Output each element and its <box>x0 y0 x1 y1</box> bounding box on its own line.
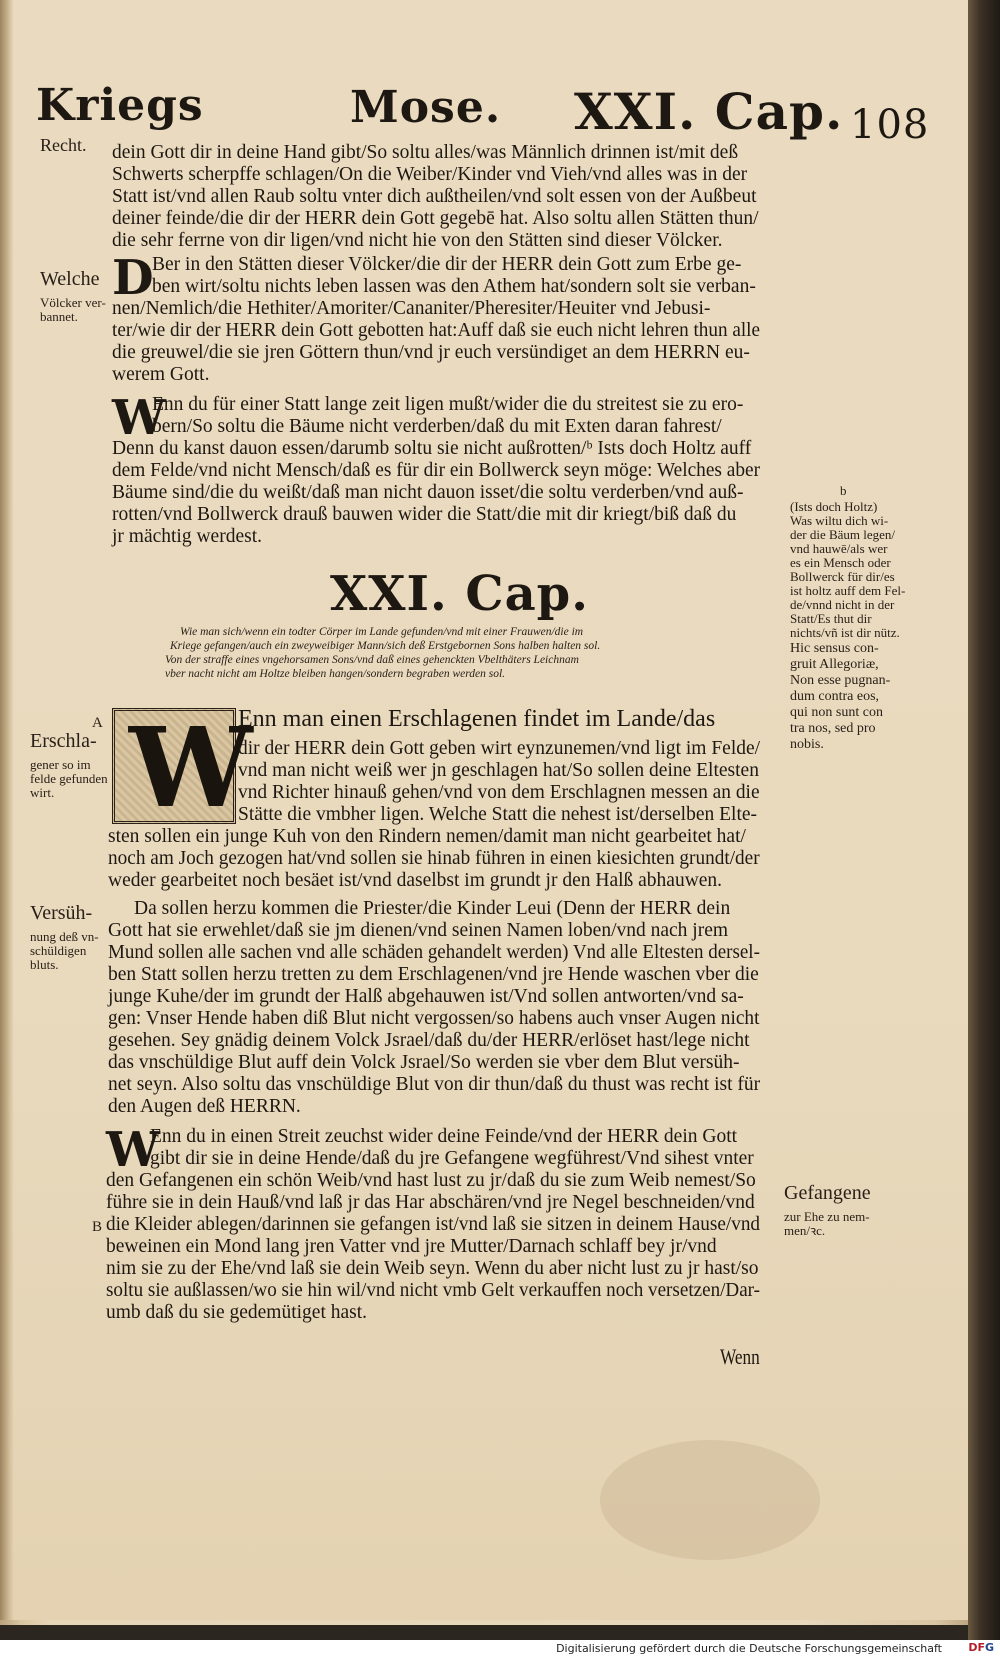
margin-note-text: nichts/vñ ist dir nütz. <box>790 625 900 640</box>
chapter-heading: XXI. Cap. <box>330 566 589 622</box>
text-line: bern/So soltu die Bäume nicht verderben/daß du mit Exten daran fahrest/ <box>152 416 722 437</box>
running-head-chapter: XXI. Cap. <box>574 82 844 141</box>
text-line: gen: Vnser Hende haben diß Blut nicht vergossen/so habens auch vnser Augen nicht <box>108 1008 760 1029</box>
chapter-summary-line: Wie man sich/wenn ein todter Cörper im Lande gefunden/vnd mit einer Frauwen/die im <box>180 626 584 638</box>
text-line: umb daß du sie gedemütiget hast. <box>106 1302 368 1323</box>
dfg-logo <box>948 1641 994 1655</box>
initial-letter-w-small: W <box>112 390 166 446</box>
margin-note-text: ist holtz auff dem Fel- <box>790 583 906 598</box>
chapter-summary-line: vber nacht nicht am Holtze bleiben hangen/sondern begraben werden sol. <box>165 668 506 680</box>
margin-note-text: Was wiltu dich wi- <box>790 513 889 528</box>
text-line: die sehr ferrne von dir ligen/vnd nicht hie von den Stätten sind dieser Völcker. <box>112 230 723 251</box>
margin-section-letter: A <box>92 715 103 731</box>
page-gutter-shadow <box>0 0 14 1620</box>
text-line: dir der HERR dein Gott geben wirt eynzunemen/vnd ligt im Felde/ <box>238 738 761 759</box>
text-line: dem Felde/vnd nicht Mensch/daß es für dir ein Bollwerck seyn möge: Welches aber <box>112 460 761 481</box>
running-head-sub: Recht. <box>40 135 87 155</box>
margin-note-text: gener so im <box>30 757 91 772</box>
text-line: Da sollen herzu kommen die Priester/die Kinder Leui (Denn der HERR dein <box>134 898 731 919</box>
dfg-logo-g: G <box>984 1641 994 1654</box>
text-line: Denn du kanst dauon essen/darumb soltu sie nicht außrotten/ᵇ Ists doch Holtz auff <box>112 438 752 459</box>
text-line: ben Statt sollen herzu tretten zu dem Erschlagenen/vnd jre Hende waschen vber die <box>108 964 759 985</box>
margin-note-text: Völcker ver- <box>40 295 106 310</box>
margin-note-text: bluts. <box>30 957 59 972</box>
text-line: werem Gott. <box>112 364 210 385</box>
running-head-center: Mose. <box>350 82 502 133</box>
margin-note-mark: b <box>840 483 847 498</box>
running-head-left: Kriegs <box>36 80 204 131</box>
page-number: 108 <box>850 102 930 148</box>
margin-section-letter: B <box>92 1219 103 1235</box>
text-line: Enn du in einen Streit zeuchst wider deine Feinde/vnd der HERR dein Gott <box>150 1126 738 1147</box>
margin-note-text: Non esse pugnan- <box>790 673 891 688</box>
text-line: sten sollen ein junge Kuh von den Rindern nemen/damit man nicht gearbeitet hat/ <box>108 826 746 847</box>
text-line: führe sie in dein Hauß/vnd laß jr das Har abschären/vnd jre Negel beschneiden/vnd <box>106 1192 755 1213</box>
dfg-logo-df: DF <box>968 1641 985 1654</box>
margin-note-text: zur Ehe zu nem- <box>784 1209 870 1224</box>
text-line: noch am Joch gezogen hat/vnd sollen sie hinab führen in einen kiesichten grundt/der <box>108 848 760 869</box>
text-line: nim sie zu der Ehe/vnd laß sie dein Weib seyn. Wenn du aber nicht lust zu jr hast/so <box>106 1258 759 1279</box>
text-line: vnd Richter hinauß gehen/vnd von dem Erschlagnen messen an die <box>238 782 760 803</box>
text-line: gesehen. Sey gnädig deinem Volck Jsrael/daß du/der HERR/erlöset hast/lege nicht <box>108 1030 750 1051</box>
text-line: die greuwel/die sie jren Göttern thun/vnd jr euch versündiget an dem HERRN eu- <box>112 342 750 363</box>
margin-note-text: es ein Mensch oder <box>790 555 891 570</box>
margin-note-text: vnd hauwē/als wer <box>790 541 888 556</box>
text-line: Enn man einen Erschlagenen findet im Lande/das <box>238 706 716 732</box>
catchword: Wenn <box>720 1344 760 1369</box>
margin-note-text: felde gefunden <box>30 771 108 786</box>
margin-note-title: Gefangene <box>784 1182 871 1204</box>
text-line: Statt ist/vnd allen Raub soltu vnter dich außtheilen/vnd solt essen von der Außbeut <box>112 186 757 207</box>
margin-note-title: Welche <box>40 268 100 290</box>
chapter-summary-line: Kriege gefangen/auch ein zweyweibiger Mann/sich deß Erstgebornen Sons halben halten sol. <box>170 640 601 652</box>
initial-letter-d: D <box>112 250 154 306</box>
margin-note-text: de/vnnd nicht in der <box>790 597 895 612</box>
book-spine <box>968 0 1000 1640</box>
text-line: deiner feinde/die dir der HERR dein Gott gegebē hat. Also soltu allen Stätten thun/ <box>112 208 759 229</box>
text-line: junge Kuhe/der im grundt der Halß abgehauwen ist/Vnd sollen antworten/vnd sa- <box>108 986 744 1007</box>
paper-stain <box>600 1440 820 1560</box>
margin-note-text: Bollwerck für dir/es <box>790 569 895 584</box>
text-line: vnd man nicht weiß wer jn geschlagen hat/So sollen deine Eltesten <box>238 760 759 781</box>
text-line: die Kleider ablegen/darinnen sie gefangen ist/vnd laß sie sitzen in deinem Hause/vnd <box>106 1214 761 1235</box>
margin-note-text: nobis. <box>790 737 824 752</box>
text-line: Stätte die vmbher ligen. Welche Statt die nehest ist/derselben Elte- <box>238 804 758 825</box>
text-line: beweinen ein Mond lang jren Vatter vnd jre Mutter/Darnach schlaff bey jr/vnd <box>106 1236 717 1257</box>
margin-note-text: nung deß vn- <box>30 929 99 944</box>
margin-note-text: gruit Allegoriæ, <box>790 657 879 672</box>
text-line: rotten/vnd Bollwerck drauß bauwen wider die Statt/die mit dir kriegt/biß daß du <box>112 504 737 525</box>
text-line: das vnschüldige Blut auff dein Volck Jsrael/So werden sie vber dem Blut versüh- <box>108 1052 740 1073</box>
text-line: den Augen deß HERRN. <box>108 1096 301 1117</box>
text-line: jr mächtig werdest. <box>112 526 262 547</box>
initial-letter-w-small-2: W <box>106 1122 160 1178</box>
margin-note-text: schüldigen <box>30 943 87 958</box>
margin-note-text: Hic sensus con- <box>790 641 879 656</box>
margin-note-title: Erschla- <box>30 730 97 752</box>
text-line: den Gefangenen ein schön Weib/vnd hast lust zu jr/daß du sie zum Weib nemest/So <box>106 1170 756 1191</box>
chapter-summary-line: Von der straffe eines vngehorsamen Sons/vnd daß eines gehenckten Vbelthäters Leichnam <box>165 654 579 666</box>
margin-note-text: Statt/Es thut dir <box>790 611 872 626</box>
decorated-initial <box>112 703 253 832</box>
text-line: Gott hat sie erwehlet/daß sie jm dienen/vnd seinen Namen loben/vnd nach jrem <box>108 920 729 941</box>
text-line: ter/wie dir der HERR dein Gott gebotten hat:Auff daß sie euch nicht lehren thun alle <box>112 320 760 341</box>
text-line: gibt dir sie in deine Hende/daß du jre Gefangene wegführest/Vnd sihest vnter <box>150 1148 754 1169</box>
text-line: nen/Nemlich/die Hethiter/Amoriter/Cananiter/Pheresiter/Heuiter vnd Jebusi- <box>112 298 711 319</box>
margin-note-text: men/ꝛc. <box>784 1223 826 1238</box>
margin-note-text: der die Bäum legen/ <box>790 527 896 542</box>
text-line: soltu sie außlassen/wo sie hin wil/vnd nicht vmb Gelt verkauffen noch versetzen/Dar- <box>106 1280 761 1301</box>
margin-note-text: qui non sunt con <box>790 705 883 720</box>
text-line: dein Gott dir in deine Hand gibt/So soltu alles/was Männlich drinnen ist/mit deß <box>112 142 739 163</box>
margin-note-text: bannet. <box>40 309 78 324</box>
margin-note-text: (Ists doch Holtz) <box>790 499 878 514</box>
margin-note-text: dum contra eos, <box>790 689 880 704</box>
text-line: net seyn. Also soltu das vnschüldige Blut von dir thun/daß du thust was recht ist für <box>108 1074 761 1095</box>
text-line: weder gearbeitet noch besäet ist/vnd daselbst im grundt jr den Halß abhauwen. <box>108 870 723 891</box>
text-line: Ber in den Stätten dieser Völcker/die dir der HERR dein Gott zum Erbe ge- <box>152 254 742 275</box>
margin-note-text: wirt. <box>30 785 55 800</box>
text-line: Enn du für einer Statt lange zeit ligen mußt/wider die du streitest sie zu ero- <box>152 394 744 415</box>
text-line: Bäume sind/die du weißt/daß man nicht dauon isset/die soltu verderben/vnd auß- <box>112 482 744 503</box>
text-line: ben wirt/soltu nichts leben lassen was den Athem hat/sondern solt sie verban- <box>152 276 756 297</box>
text-line: Mund sollen alle sachen vnd alle schäden gehandelt werden) Vnd alle Eltesten dersel- <box>108 942 760 963</box>
decorated-initial-letter: W <box>129 703 253 832</box>
text-line: Schwerts scherpffe schlagen/On die Weiber/Kinder vnd Vieh/vnd alles was in der <box>112 164 748 185</box>
margin-note-title: Versüh- <box>30 902 93 924</box>
margin-note-text: tra nos, sed pro <box>790 721 876 736</box>
funding-credit: Digitalisierung gefördert durch die Deutsche Forschungsgemeinschaft <box>556 1642 942 1655</box>
